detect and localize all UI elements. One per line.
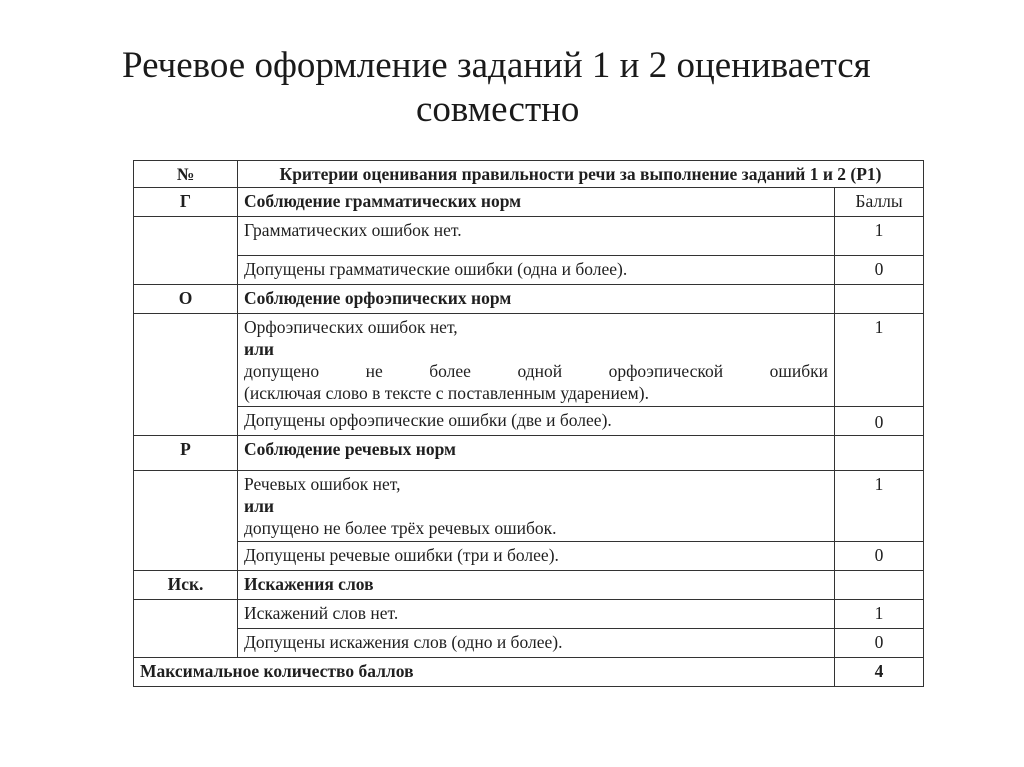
- criterion-text: Допущены орфоэпические ошибки (две и более).: [238, 407, 835, 436]
- section-code: О: [134, 285, 238, 314]
- table-header-row: [134, 161, 924, 188]
- table-row: [134, 471, 924, 542]
- empty-cell: [835, 436, 924, 471]
- section-row-speech: [134, 436, 924, 471]
- slide-title: [60, 44, 1000, 132]
- criteria-table: [133, 160, 924, 687]
- table-row: [134, 217, 924, 256]
- criterion-points: 1: [835, 471, 924, 542]
- table-row: [134, 407, 924, 436]
- empty-cell: [134, 217, 238, 285]
- empty-cell: [134, 314, 238, 436]
- empty-cell: [134, 471, 238, 571]
- criterion-points: 0: [835, 629, 924, 658]
- criterion-line: допущено не более трёх речевых ошибок.: [244, 518, 557, 538]
- section-row-distortion: [134, 571, 924, 600]
- table-row: [134, 600, 924, 629]
- table-row: [134, 542, 924, 571]
- criterion-text: Допущены искажения слов (одно и более).: [238, 629, 835, 658]
- points-header: Баллы: [835, 188, 924, 217]
- criterion-text: Допущены речевые ошибки (три и более).: [238, 542, 835, 571]
- section-code: Г: [134, 188, 238, 217]
- section-row-orthoepy: [134, 285, 924, 314]
- criterion-line: (исключая слово в тексте с поставленным ударением).: [244, 383, 649, 403]
- criterion-line: Орфоэпических ошибок нет,: [244, 317, 458, 337]
- section-title: Соблюдение речевых норм: [238, 436, 835, 471]
- empty-cell: [835, 285, 924, 314]
- section-code: Иск.: [134, 571, 238, 600]
- table-row: [134, 314, 924, 407]
- total-label: Максимальное количество баллов: [134, 658, 835, 687]
- criterion-line: допущено не более одной орфоэпической ошибки: [244, 361, 828, 381]
- empty-cell: [134, 600, 238, 658]
- criterion-points: 0: [835, 542, 924, 571]
- section-title: Соблюдение орфоэпических норм: [238, 285, 835, 314]
- empty-cell: [835, 571, 924, 600]
- section-title: Искажения слов: [238, 571, 835, 600]
- table-row: [134, 629, 924, 658]
- criterion-points: 0: [835, 407, 924, 436]
- section-row-grammar: [134, 188, 924, 217]
- criterion-points: 1: [835, 217, 924, 256]
- table-row: [134, 256, 924, 285]
- criterion-text: Искажений слов нет.: [238, 600, 835, 629]
- criterion-text: [238, 314, 835, 407]
- criterion-or: или: [244, 339, 274, 359]
- criterion-text: Грамматических ошибок нет.: [238, 217, 835, 256]
- criterion-text: Допущены грамматические ошибки (одна и более).: [238, 256, 835, 285]
- criterion-line: Речевых ошибок нет,: [244, 474, 401, 494]
- total-points: 4: [835, 658, 924, 687]
- header-num: №: [134, 161, 238, 188]
- criterion-points: 1: [835, 600, 924, 629]
- criterion-text: [238, 471, 835, 542]
- header-criteria: Критерии оценивания правильности речи за выполнение заданий 1 и 2 (Р1): [238, 161, 924, 188]
- total-row: [134, 658, 924, 687]
- criterion-points: 0: [835, 256, 924, 285]
- criterion-or: или: [244, 496, 274, 516]
- section-code: Р: [134, 436, 238, 471]
- title-line-2: совместно: [416, 89, 580, 130]
- section-title: Соблюдение грамматических норм: [238, 188, 835, 217]
- title-line-1: Речевое оформление заданий 1 и 2 оценивается: [122, 45, 871, 86]
- criterion-points: 1: [835, 314, 924, 407]
